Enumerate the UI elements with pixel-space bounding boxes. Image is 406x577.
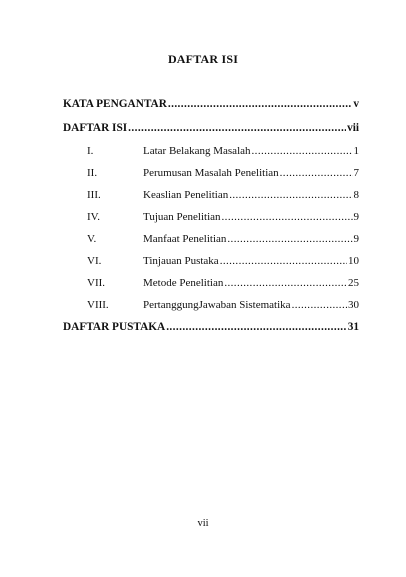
toc-entry-label: DAFTAR PUSTAKA [63, 321, 166, 333]
toc-entry-page: 30 [348, 299, 359, 311]
toc-entry [63, 211, 359, 223]
toc-entry [63, 321, 359, 333]
toc-entry-page: v [353, 98, 359, 110]
toc-entry-label: KATA PENGANTAR [63, 98, 167, 110]
toc-leader-dots [280, 167, 353, 179]
toc-entry-number: V. [87, 233, 97, 245]
toc-entry-page: 1 [353, 145, 359, 157]
toc-entry-page: 9 [353, 211, 359, 223]
toc-leader-dots [168, 98, 352, 110]
toc-entry [63, 145, 359, 157]
toc-entry [63, 98, 359, 110]
toc-entry-page: 25 [348, 277, 359, 289]
toc-leader-dots [229, 189, 352, 201]
toc-entry [63, 233, 359, 245]
toc-leader-dots [166, 321, 347, 333]
toc-entry-number: VI. [87, 255, 102, 267]
toc-entry-label: Tujuan Penelitian [143, 211, 221, 223]
toc-leader-dots [224, 277, 347, 289]
toc-entry-number: I. [87, 145, 94, 157]
toc-leader-dots [252, 145, 353, 157]
toc-entry [63, 189, 359, 201]
toc-entry-number: VIII. [87, 299, 109, 311]
toc-leader-dots [222, 211, 353, 223]
toc-entry [63, 299, 359, 311]
toc-entry-label: Keaslian Penelitian [143, 189, 229, 201]
toc-entry-label: Perumusan Masalah Penelitian [143, 167, 279, 179]
toc-leader-dots [227, 233, 352, 245]
toc-entry-page: 9 [353, 233, 359, 245]
page-number-footer: vii [197, 518, 209, 529]
toc-entry-page: 7 [353, 167, 359, 179]
toc-entry-number: II. [87, 167, 98, 179]
toc-leader-dots [128, 122, 346, 134]
toc-entry-page: 8 [353, 189, 359, 201]
toc-leader-dots [220, 255, 347, 267]
toc-entry [63, 167, 359, 179]
toc-entry-label: Latar Belakang Masalah [143, 145, 251, 157]
toc-entry-number: IV. [87, 211, 100, 223]
toc-entry-number: III. [87, 189, 101, 201]
toc-entry [63, 122, 359, 134]
page-title: DAFTAR ISI [167, 52, 239, 66]
toc-entry-page: vii [347, 122, 359, 134]
toc-entry-label: Tinjauan Pustaka [143, 255, 219, 267]
toc-entry [63, 277, 359, 289]
toc-entry-page: 31 [347, 321, 359, 333]
toc-entry-label: Metode Penelitian [143, 277, 224, 289]
toc-entry-number: VII. [87, 277, 106, 289]
toc-leader-dots [292, 299, 347, 311]
toc-entry-label: Manfaat Penelitian [143, 233, 227, 245]
toc-entry [63, 255, 359, 267]
toc-entry-page: 10 [348, 255, 359, 267]
toc-entry-label: DAFTAR ISI [63, 122, 128, 134]
toc-entry-label: PertanggungJawaban Sistematika [143, 299, 291, 311]
